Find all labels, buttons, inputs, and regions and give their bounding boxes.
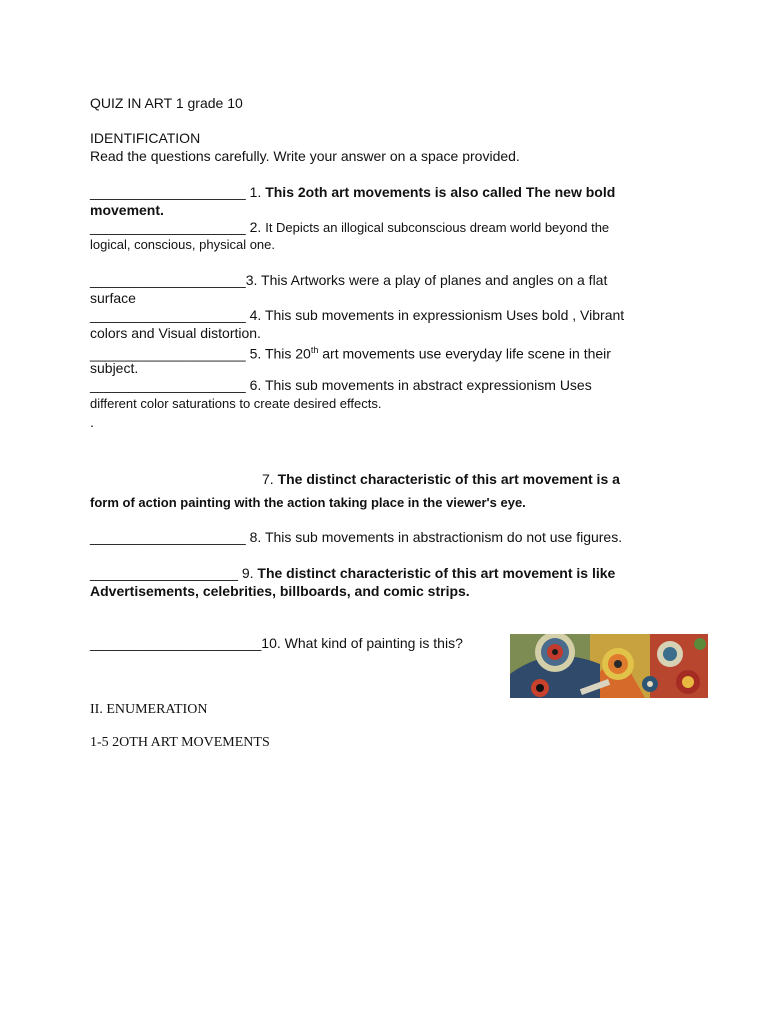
section-heading-enumeration: II. ENUMERATION xyxy=(90,702,208,717)
question-number: 8. xyxy=(245,529,265,545)
question-number: 9. xyxy=(237,565,258,581)
enumeration-subheading: 1-5 2OTH ART MOVEMENTS xyxy=(90,735,270,750)
stray-dot: . xyxy=(90,414,94,430)
question-number: 7. xyxy=(262,471,278,487)
question-9 xyxy=(90,565,615,582)
answer-blank[interactable]: ____________________ xyxy=(90,529,246,545)
section-heading-identification: IDENTIFICATION xyxy=(90,130,201,146)
question-text: This sub movements in expressionism Uses bold , Vibrant xyxy=(264,307,625,323)
question-text: This Artworks were a play of planes and angles on a flat xyxy=(261,272,608,288)
question-8 xyxy=(90,529,622,546)
quiz-title: QUIZ IN ART 1 grade 10 xyxy=(90,95,243,111)
answer-blank[interactable]: ____________________ xyxy=(90,345,246,362)
answer-blank[interactable]: ____________________ xyxy=(90,272,246,288)
question-3 xyxy=(90,272,607,289)
question-3-cont: surface xyxy=(90,290,136,306)
question-7 xyxy=(262,471,620,488)
question-1-cont: movement. xyxy=(90,202,164,218)
answer-blank[interactable]: ____________________ xyxy=(90,219,246,235)
question-number: 6. xyxy=(245,377,265,393)
answer-blank[interactable]: ______________________ xyxy=(90,635,262,651)
question-text: This sub movements in abstractionism do not use figures. xyxy=(264,529,623,545)
question-9-cont: Advertisements, celebrities, billboards, and comic strips. xyxy=(90,583,470,599)
question-2 xyxy=(90,219,609,236)
answer-blank[interactable]: ____________________ xyxy=(90,307,246,323)
instructions: Read the questions carefully. Write your answer on a space provided. xyxy=(90,148,520,164)
question-number: 1. xyxy=(245,184,266,200)
question-text: The distinct characteristic of this art movement is a xyxy=(277,471,620,487)
question-4 xyxy=(90,307,624,324)
superscript: th xyxy=(310,345,319,355)
question-text: This 2oth art movements is also called The new bold xyxy=(265,184,616,200)
question-number: 3. xyxy=(245,272,262,288)
question-4-cont: colors and Visual distortion. xyxy=(90,325,261,341)
question-text: It Depicts an illogical subconscious dream world beyond the xyxy=(265,220,610,235)
question-number: 2. xyxy=(245,219,266,235)
question-6-cont: different color saturations to create desired effects. xyxy=(90,396,382,411)
question-5-cont: subject. xyxy=(90,360,139,376)
question-2-cont: logical, conscious, physical one. xyxy=(90,237,275,252)
question-6 xyxy=(90,377,592,394)
question-text: The distinct characteristic of this art movement is like xyxy=(257,565,616,581)
question-text: What kind of painting is this? xyxy=(284,635,463,651)
answer-blank[interactable]: ____________________ xyxy=(90,184,246,200)
abstract-painting-image xyxy=(510,634,708,698)
question-text: This 20 xyxy=(264,345,311,362)
question-7-cont: form of action painting with the action taking place in the viewer's eye. xyxy=(90,495,526,510)
question-text-cont: art movements use everyday life scene in their xyxy=(318,345,611,362)
question-number: 5. xyxy=(245,345,265,362)
question-5 xyxy=(90,342,611,363)
question-10 xyxy=(90,635,463,652)
answer-blank[interactable]: ____________________ xyxy=(90,377,246,393)
question-number: 4. xyxy=(245,307,265,323)
question-1 xyxy=(90,184,615,201)
question-text: This sub movements in abstract expressionism Uses xyxy=(264,377,592,393)
question-number: 10. xyxy=(261,635,285,651)
answer-blank[interactable]: ___________________ xyxy=(90,565,238,581)
